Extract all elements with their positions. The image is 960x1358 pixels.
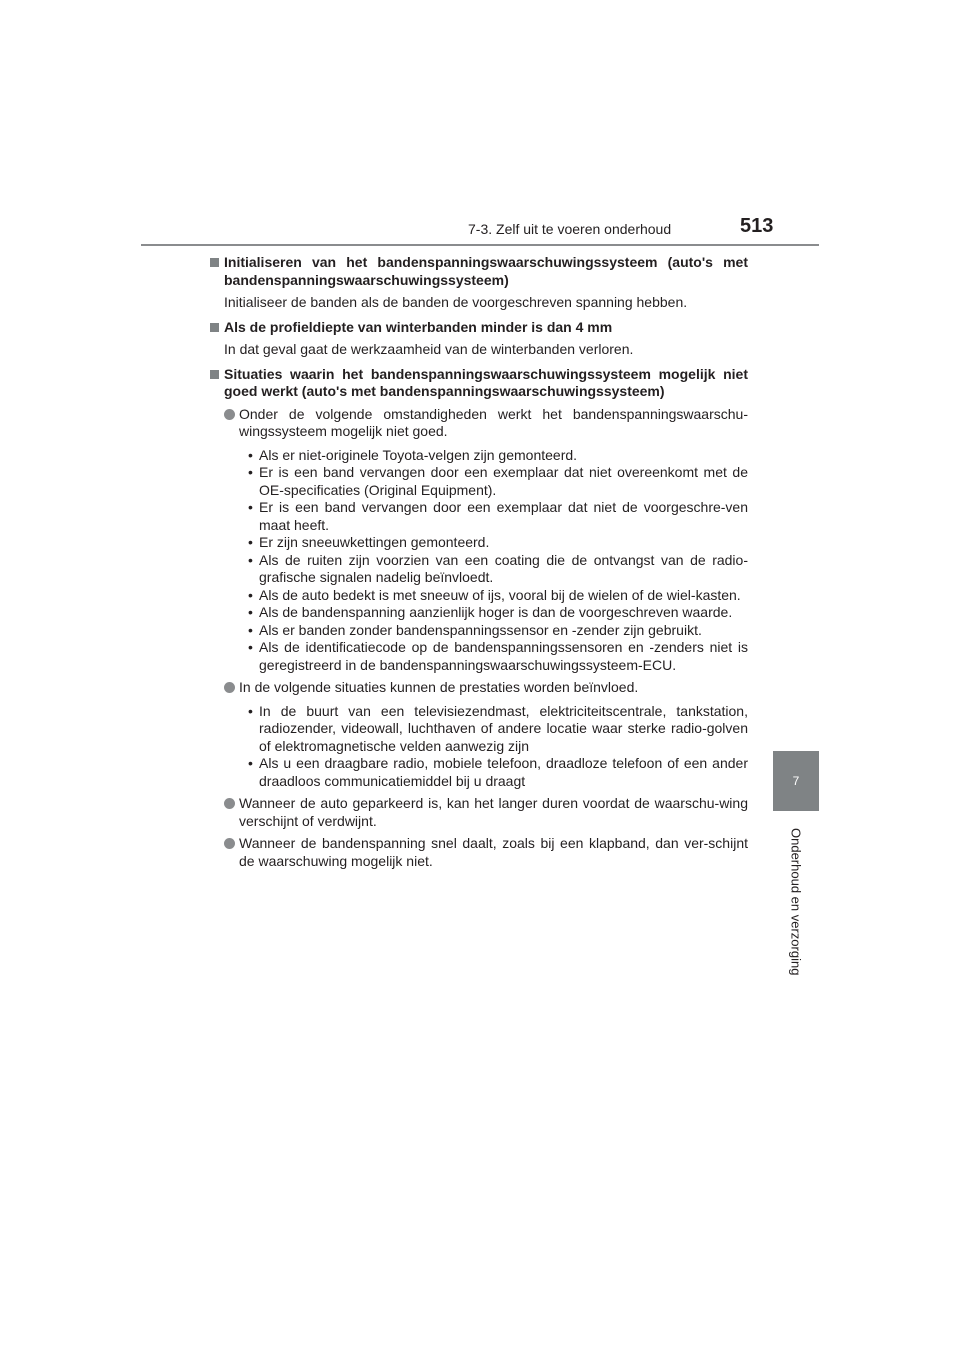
chapter-label: Onderhoud en verzorging [788, 828, 804, 976]
chapter-tab [773, 751, 819, 811]
circle-item [208, 835, 748, 870]
circle-bullet-icon [224, 682, 235, 693]
heading-text: Situaties waarin het bandenspanningswaarschuwingssysteem mogelijk niet goed werkt (auto's met bandenspanningswaarschuwingssysteem) [224, 365, 748, 399]
list-item: • Als er banden zonder bandenspanningssensor en -zender zijn gebruikt. [248, 622, 748, 640]
square-bullet-icon [210, 370, 219, 379]
list-item: • Als de identificatiecode op de bandenspanningssensoren en -zenders niet is geregistreerd in de bandenspanningswaarschuwingssysteem-ECU. [248, 639, 748, 674]
list-item: • In de buurt van een televisiezendmast, elektriciteitscentrale, tankstation, radiozender, videowall, luchthaven of andere locatie waar sterke radio-golven of elektromagnetische velden aanwezig zijn [248, 703, 748, 756]
page-number: 513 [740, 215, 774, 237]
list-item: • Als u een draagbare radio, mobiele telefoon, draadloze telefoon of een ander draadloos communicatiemiddel bij u draagt [248, 755, 748, 790]
list-item: • Als de bandenspanning aanzienlijk hoger is dan de voorgeschreven waarde. [248, 604, 748, 622]
circle-item [208, 795, 748, 830]
list-item: • Er zijn sneeuwkettingen gemonteerd. [248, 534, 748, 552]
item-text: Onder de volgende omstandigheden werkt het bandenspanningswaarschu-wingssysteem mogelijk niet goed. [239, 405, 748, 439]
list-item: • Als de auto bedekt is met sneeuw of ijs, vooral bij de wielen of de wiel-kasten. [248, 587, 748, 605]
section-text: In dat geval gaat de werkzaamheid van de winterbanden verloren. [224, 341, 634, 357]
circle-item [208, 679, 748, 697]
header-divider [141, 244, 819, 246]
bullet-list [208, 703, 748, 791]
list-item: • Als er niet-originele Toyota-velgen zijn gemonteerd. [248, 447, 748, 465]
section-heading [208, 254, 748, 289]
bullet-list [208, 447, 748, 675]
item-text: Wanneer de bandenspanning snel daalt, zoals bij een klapband, dan ver-schijnt de waarschuwing mogelijk niet. [239, 835, 748, 869]
heading-text: Initialiseren van het bandenspanningswaarschuwingssysteem (auto's met bandenspanningswaarschuwingssysteem) [224, 254, 748, 288]
square-bullet-icon [210, 323, 219, 332]
item-text: In de volgende situaties kunnen de prestaties worden beïnvloed. [239, 679, 639, 695]
section-text: Initialiseer de banden als de banden de voorgeschreven spanning hebben. [224, 294, 688, 310]
section-title: 7-3. Zelf uit te voeren onderhoud [468, 221, 672, 237]
list-item: • Er is een band vervangen door een exemplaar dat niet overeenkomt met de OE-specificaties (Original Equipment). [248, 464, 748, 499]
list-item: • Als de ruiten zijn voorzien van een coating die de ontvangst van de radio-grafische signalen nadelig beïnvloedt. [248, 552, 748, 587]
page-content [208, 254, 748, 870]
square-bullet-icon [210, 258, 219, 267]
item-text: Wanneer de auto geparkeerd is, kan het langer duren voordat de waarschu-wing verschijnt of verdwijnt. [239, 795, 748, 829]
chapter-label-container [782, 818, 810, 986]
section-heading [208, 366, 748, 401]
list-item: • Er is een band vervangen door een exemplaar dat niet de voorgeschre-ven maat heeft. [248, 499, 748, 534]
section-heading [208, 319, 748, 337]
circle-item [208, 406, 748, 441]
heading-text: Als de profieldiepte van winterbanden minder is dan 4 mm [224, 318, 613, 335]
circle-bullet-icon [224, 409, 235, 420]
circle-bullet-icon [224, 798, 235, 809]
circle-bullet-icon [224, 838, 235, 849]
chapter-number: 7 [792, 774, 800, 788]
